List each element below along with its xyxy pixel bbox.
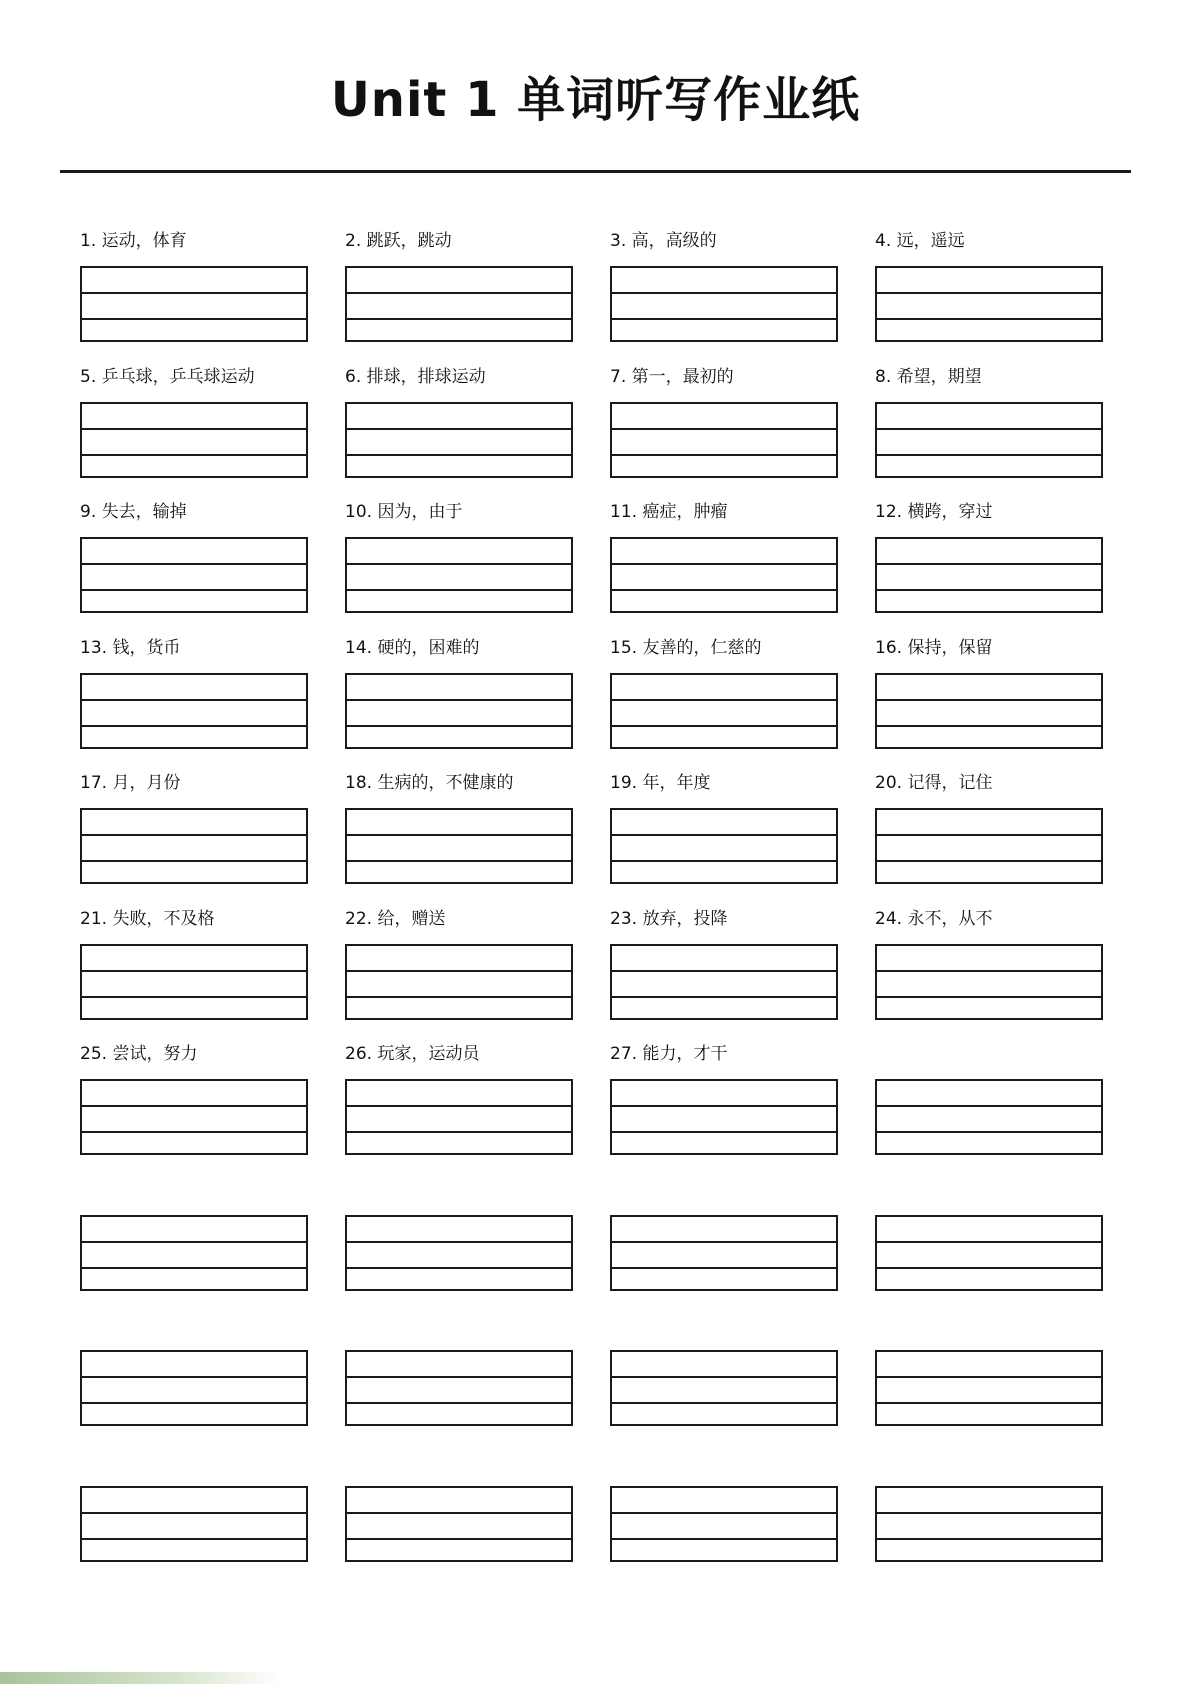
writing-line	[877, 589, 1101, 591]
writing-box[interactable]	[80, 1486, 308, 1562]
writing-box[interactable]	[80, 1350, 308, 1426]
item-prompt: 12. 横跨，穿过	[875, 502, 993, 522]
writing-line	[82, 1512, 306, 1514]
writing-line	[612, 1131, 836, 1133]
item-prompt: 4. 远，遥远	[875, 231, 965, 251]
item-prompt: 3. 高，高级的	[610, 231, 717, 251]
dictation-item	[345, 364, 573, 500]
dictation-item	[345, 1177, 573, 1313]
writing-line	[877, 292, 1101, 294]
writing-box[interactable]	[875, 1486, 1103, 1562]
item-prompt: 26. 玩家，运动员	[345, 1044, 480, 1064]
item-prompt: 7. 第一，最初的	[610, 366, 734, 387]
writing-line	[347, 996, 571, 998]
item-prompt: 9. 失去，输掉	[80, 502, 187, 522]
writing-line	[877, 454, 1101, 456]
dictation-item	[875, 635, 1103, 771]
writing-line	[82, 589, 306, 591]
item-prompt: 17. 月，月份	[80, 773, 181, 793]
writing-box[interactable]	[875, 1350, 1103, 1426]
writing-box[interactable]	[345, 402, 573, 478]
writing-box[interactable]	[875, 1079, 1103, 1155]
writing-line	[82, 834, 306, 836]
item-prompt: 19. 年，年度	[610, 773, 711, 793]
writing-line	[347, 454, 571, 456]
writing-line	[877, 1376, 1101, 1378]
writing-box[interactable]	[610, 537, 838, 613]
item-prompt: 21. 失败，不及格	[80, 908, 215, 929]
item-prompt: 1. 运动，体育	[80, 231, 187, 251]
writing-box[interactable]	[345, 1350, 573, 1426]
writing-box[interactable]	[875, 402, 1103, 478]
dictation-item	[610, 1041, 838, 1177]
writing-line	[612, 725, 836, 727]
writing-line	[877, 699, 1101, 701]
writing-line	[82, 1241, 306, 1243]
writing-box[interactable]	[80, 944, 308, 1020]
writing-box[interactable]	[345, 266, 573, 342]
writing-line	[347, 1131, 571, 1133]
writing-box[interactable]	[610, 1486, 838, 1562]
writing-box[interactable]	[80, 537, 308, 613]
dictation-item	[345, 1041, 573, 1177]
writing-line	[347, 318, 571, 320]
writing-line	[612, 1402, 836, 1404]
writing-line	[877, 1538, 1101, 1540]
dictation-item	[875, 364, 1103, 500]
writing-line	[877, 428, 1101, 430]
writing-line	[82, 428, 306, 430]
writing-line	[82, 996, 306, 998]
dictation-item	[610, 770, 838, 906]
writing-box[interactable]	[610, 808, 838, 884]
writing-box[interactable]	[345, 1079, 573, 1155]
writing-line	[347, 1538, 571, 1540]
title-divider	[60, 170, 1131, 173]
dictation-item	[345, 1448, 573, 1584]
writing-box[interactable]	[345, 537, 573, 613]
writing-box[interactable]	[80, 808, 308, 884]
writing-line	[82, 454, 306, 456]
writing-line	[82, 699, 306, 701]
dictation-item	[345, 1312, 573, 1448]
dictation-item	[345, 906, 573, 1042]
writing-line	[612, 860, 836, 862]
item-prompt: 8. 希望，期望	[875, 366, 982, 387]
bottom-decoration	[0, 1672, 280, 1684]
writing-box[interactable]	[610, 266, 838, 342]
item-prompt: 5. 乒乓球，乒乓球运动	[80, 366, 255, 387]
dictation-item	[80, 635, 308, 771]
writing-line	[612, 996, 836, 998]
writing-box[interactable]	[80, 266, 308, 342]
writing-line	[82, 1538, 306, 1540]
dictation-item	[875, 1448, 1103, 1584]
writing-line	[82, 563, 306, 565]
writing-box[interactable]	[345, 1215, 573, 1291]
dictation-item	[875, 770, 1103, 906]
writing-box[interactable]	[345, 944, 573, 1020]
item-prompt: 11. 癌症，肿瘤	[610, 502, 728, 522]
writing-line	[612, 1538, 836, 1540]
writing-line	[82, 1267, 306, 1269]
writing-line	[82, 860, 306, 862]
dictation-item	[345, 499, 573, 635]
dictation-item	[875, 906, 1103, 1042]
writing-line	[612, 589, 836, 591]
writing-line	[877, 996, 1101, 998]
writing-box[interactable]	[345, 808, 573, 884]
writing-line	[347, 428, 571, 430]
item-prompt: 14. 硬的，困难的	[345, 637, 480, 658]
writing-line	[347, 1105, 571, 1107]
writing-line	[347, 1512, 571, 1514]
dictation-item	[610, 364, 838, 500]
dictation-item	[610, 499, 838, 635]
writing-line	[612, 1241, 836, 1243]
writing-box[interactable]	[610, 402, 838, 478]
writing-line	[877, 318, 1101, 320]
writing-line	[347, 834, 571, 836]
item-prompt: 2. 跳跃，跳动	[345, 231, 452, 251]
writing-line	[347, 292, 571, 294]
item-prompt: 18. 生病的，不健康的	[345, 773, 514, 793]
dictation-item	[610, 635, 838, 771]
dictation-item	[875, 1312, 1103, 1448]
writing-line	[877, 1131, 1101, 1133]
dictation-item	[610, 228, 838, 364]
writing-box[interactable]	[80, 402, 308, 478]
writing-line	[347, 970, 571, 972]
writing-box[interactable]	[345, 673, 573, 749]
writing-line	[877, 1267, 1101, 1269]
item-prompt: 10. 因为，由于	[345, 502, 463, 522]
writing-line	[82, 1376, 306, 1378]
dictation-item	[345, 770, 573, 906]
writing-line	[877, 725, 1101, 727]
writing-line	[877, 970, 1101, 972]
writing-line	[82, 1402, 306, 1404]
writing-line	[612, 1105, 836, 1107]
dictation-item	[875, 1177, 1103, 1313]
writing-line	[347, 725, 571, 727]
dictation-item	[80, 1041, 308, 1177]
writing-line	[612, 454, 836, 456]
writing-box[interactable]	[875, 944, 1103, 1020]
writing-box[interactable]	[610, 1350, 838, 1426]
writing-line	[82, 292, 306, 294]
item-prompt: 16. 保持，保留	[875, 637, 993, 658]
dictation-item	[80, 228, 308, 364]
dictation-item	[80, 499, 308, 635]
writing-line	[347, 1241, 571, 1243]
writing-line	[82, 725, 306, 727]
dictation-item	[610, 1177, 838, 1313]
item-prompt: 23. 放弃，投降	[610, 908, 728, 929]
writing-line	[347, 1267, 571, 1269]
item-prompt: 6. 排球，排球运动	[345, 366, 486, 387]
item-prompt: 27. 能力，才干	[610, 1044, 728, 1064]
dictation-item	[345, 635, 573, 771]
writing-line	[82, 1131, 306, 1133]
dictation-item	[80, 906, 308, 1042]
writing-line	[612, 970, 836, 972]
writing-line	[612, 428, 836, 430]
dictation-item	[610, 1312, 838, 1448]
writing-box[interactable]	[875, 673, 1103, 749]
writing-box[interactable]	[875, 808, 1103, 884]
writing-line	[877, 860, 1101, 862]
writing-line	[877, 1512, 1101, 1514]
writing-box[interactable]	[610, 1079, 838, 1155]
dictation-item	[875, 1041, 1103, 1177]
dictation-grid	[80, 228, 1130, 1583]
writing-line	[347, 1376, 571, 1378]
writing-line	[612, 1267, 836, 1269]
dictation-item	[80, 1448, 308, 1584]
dictation-item	[80, 770, 308, 906]
writing-line	[82, 1105, 306, 1107]
dictation-item	[610, 1448, 838, 1584]
item-prompt: 22. 给，赠送	[345, 908, 446, 929]
item-prompt: 25. 尝试，努力	[80, 1044, 198, 1064]
writing-box[interactable]	[80, 1215, 308, 1291]
writing-line	[612, 292, 836, 294]
writing-line	[877, 563, 1101, 565]
writing-box[interactable]	[80, 1079, 308, 1155]
item-prompt: 13. 钱，货币	[80, 637, 181, 658]
writing-box[interactable]	[610, 944, 838, 1020]
item-prompt: 20. 记得，记住	[875, 773, 993, 793]
writing-line	[612, 834, 836, 836]
writing-line	[877, 1105, 1101, 1107]
writing-line	[347, 699, 571, 701]
writing-box[interactable]	[610, 1215, 838, 1291]
writing-line	[82, 970, 306, 972]
dictation-item	[80, 1312, 308, 1448]
writing-line	[612, 563, 836, 565]
writing-box[interactable]	[610, 673, 838, 749]
writing-line	[612, 318, 836, 320]
writing-line	[612, 1376, 836, 1378]
item-prompt: 24. 永不，从不	[875, 908, 993, 929]
writing-box[interactable]	[875, 266, 1103, 342]
page-title: Unit 1 单词听写作业纸	[330, 72, 861, 128]
dictation-item	[875, 499, 1103, 635]
writing-line	[612, 699, 836, 701]
dictation-item	[345, 228, 573, 364]
dictation-item	[610, 906, 838, 1042]
writing-line	[347, 860, 571, 862]
writing-box[interactable]	[875, 537, 1103, 613]
writing-line	[347, 589, 571, 591]
writing-line	[82, 318, 306, 320]
writing-line	[612, 1512, 836, 1514]
writing-line	[347, 1402, 571, 1404]
writing-box[interactable]	[80, 673, 308, 749]
writing-box[interactable]	[875, 1215, 1103, 1291]
writing-line	[877, 834, 1101, 836]
dictation-item	[80, 1177, 308, 1313]
dictation-item	[875, 228, 1103, 364]
writing-line	[877, 1241, 1101, 1243]
item-prompt: 15. 友善的，仁慈的	[610, 637, 762, 658]
writing-line	[347, 563, 571, 565]
writing-line	[877, 1402, 1101, 1404]
writing-box[interactable]	[345, 1486, 573, 1562]
dictation-item	[80, 364, 308, 500]
